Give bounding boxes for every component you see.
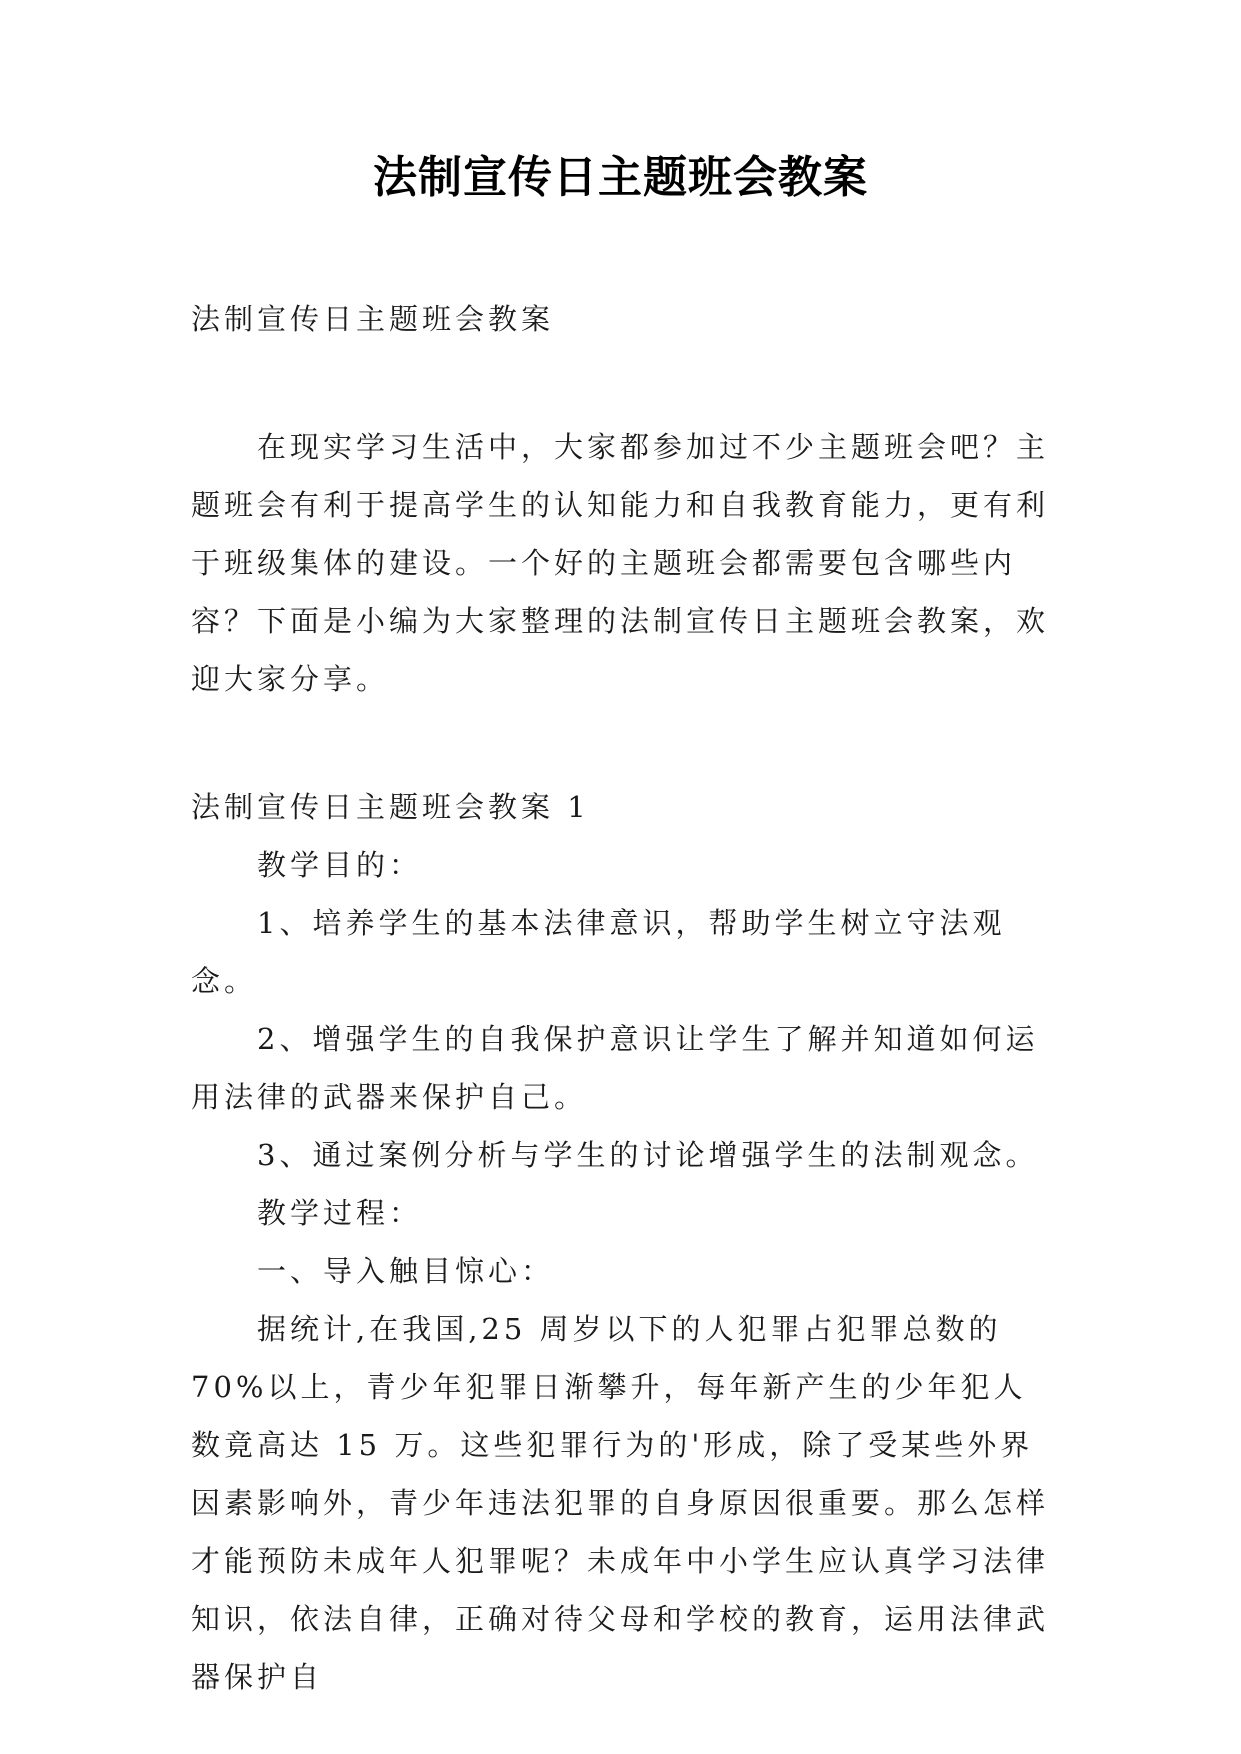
spacer	[191, 348, 1051, 418]
step1-heading: 一、导入触目惊心：	[257, 1254, 555, 1288]
process-heading: 教学过程：	[257, 1196, 423, 1230]
goal-item-3: 3、通过案例分析与学生的讨论增强学生的法制观念。	[257, 1138, 1039, 1172]
goal-item-1: 1、培养学生的基本法律意识，帮助学生树立守法观念。	[191, 906, 1006, 998]
document-title: 法制宣传日主题班会教案	[373, 152, 868, 203]
goal-item-2: 2、增强学生的自我保护意识让学生了解并知道如何运用法律的武器来保护自己。	[191, 1022, 1039, 1114]
spacer	[191, 708, 1051, 778]
step1-body: 据统计,在我国,25 周岁以下的人犯罪占犯罪总数的 70%以上，青少年犯罪日渐攀升，每年新产生的少年犯人数竟高达 15 万。这些犯罪行为的'形成，除了受某些外界因素影响外，青少年违法犯罪的自身原因很重要。那么怎样才能预防未成年人犯罪呢？未成年中小学生应认真学习法律知识，依法自律，正确对待父母和学校的教育，运用法律武器保护自	[191, 1312, 1050, 1694]
goals-heading: 教学目的：	[257, 848, 423, 882]
document-subtitle: 法制宣传日主题班会教案	[191, 302, 555, 336]
intro-paragraph: 在现实学习生活中，大家都参加过不少主题班会吧？主题班会有利于提高学生的认知能力和自我教育能力，更有利于班级集体的建设。一个好的主题班会都需要包含哪些内容？下面是小编为大家整理的法制宣传日主题班会教案，欢迎大家分享。	[191, 430, 1050, 696]
document-body	[191, 290, 1051, 1706]
section-title: 法制宣传日主题班会教案 1	[191, 790, 590, 824]
